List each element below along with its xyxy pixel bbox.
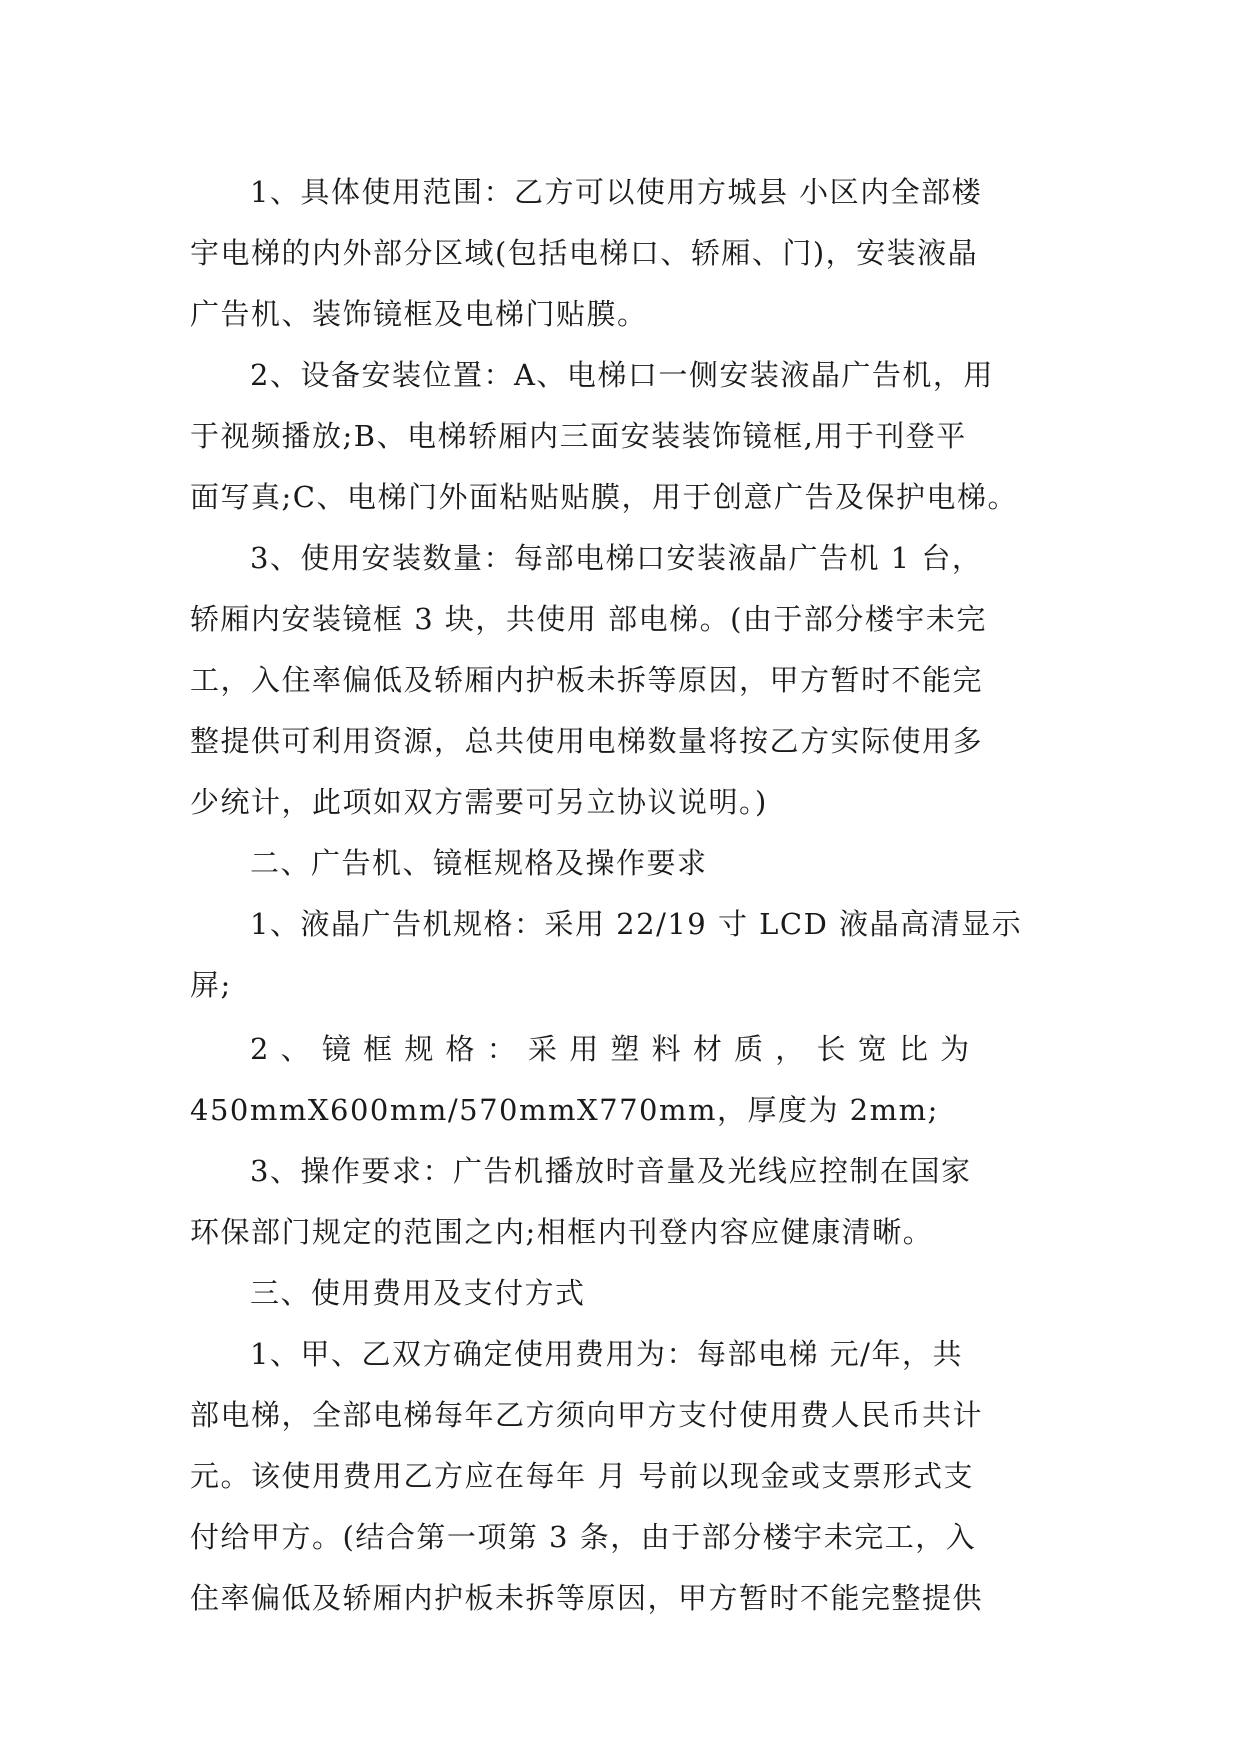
paragraph-line: 工，入住率偏低及轿厢内护板未拆等原因，甲方暂时不能完 [190,663,984,697]
paragraph-line: 3、操作要求：广告机播放时音量及光线应控制在国家 [250,1154,972,1188]
paragraph-line: 环保部门规定的范围之内;相框内刊登内容应健康清晰。 [190,1215,934,1249]
section-heading: 二、广告机、镜框规格及操作要求 [250,846,708,880]
paragraph-line: 1、液晶广告机规格：采用 22/19 寸 LCD 液晶高清显示 [250,907,1023,941]
paragraph-line: 1、甲、乙双方确定使用费用为：每部电梯 元/年，共 [250,1337,963,1371]
paragraph-line: 2 、 镜 框 规 格 ： 采 用 塑 料 材 质 ， 长 宽 比 为 [250,1032,971,1066]
paragraph-line: 1、具体使用范围：乙方可以使用方城县 小区内全部楼 [250,175,983,209]
paragraph-line: 3、使用安装数量：每部电梯口安装液晶广告机 1 台， [250,541,983,575]
paragraph-line: 屏; [190,968,232,1002]
paragraph-line: 宇电梯的内外部分区域(包括电梯口、轿厢、门)，安装液晶 [190,236,979,270]
paragraph-line: 少统计，此项如双方需要可另立协议说明。) [190,785,768,819]
paragraph-line: 于视频播放;B、电梯轿厢内三面安装装饰镜框,用于刊登平 [190,419,967,453]
document-body [190,162,1055,1629]
paragraph-line: 整提供可利用资源，总共使用电梯数量将按乙方实际使用多 [190,724,984,758]
section-heading: 三、使用费用及支付方式 [250,1276,586,1310]
paragraph-line: 住率偏低及轿厢内护板未拆等原因，甲方暂时不能完整提供 [190,1581,984,1615]
paragraph-line: 付给甲方。(结合第一项第 3 条，由于部分楼宇未完工，入 [190,1520,977,1554]
paragraph-line: 450mmX600mm/570mmX770mm，厚度为 2mm; [190,1093,939,1127]
paragraph-line: 元。该使用费用乙方应在每年 月 号前以现金或支票形式支 [190,1459,974,1493]
paragraph-line: 广告机、装饰镜框及电梯门贴膜。 [190,297,648,331]
paragraph-line: 2、设备安装位置：A、电梯口一侧安装液晶广告机，用 [250,358,994,392]
paragraph-line: 部电梯，全部电梯每年乙方须向甲方支付使用费人民币共计 [190,1398,984,1432]
paragraph-line: 面写真;C、电梯门外面粘贴贴膜，用于创意广告及保护电梯。 [190,480,1018,514]
paragraph-line: 轿厢内安装镜框 3 块，共使用 部电梯。(由于部分楼宇未完 [190,602,987,636]
